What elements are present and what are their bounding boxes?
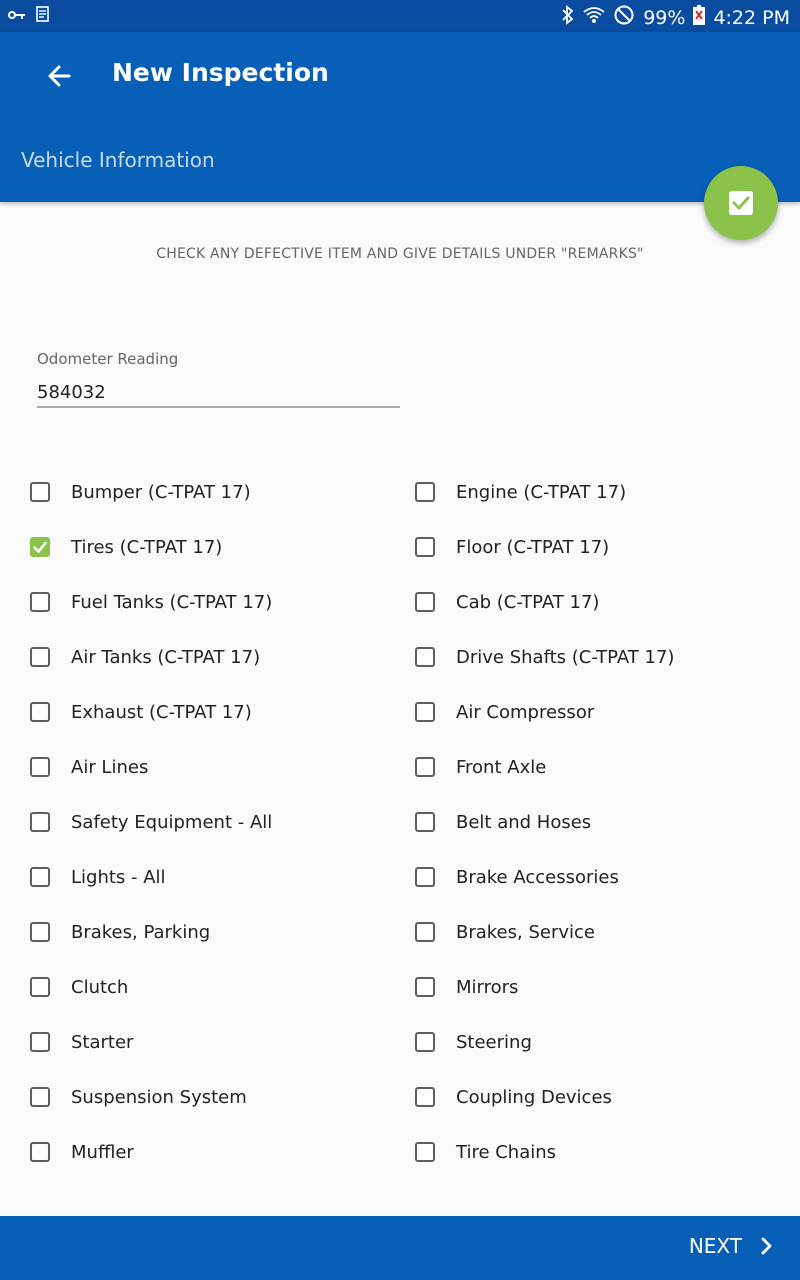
checklist-item[interactable] [30, 917, 210, 947]
page-title: New Inspection [112, 58, 329, 87]
checklist-item[interactable] [415, 917, 595, 947]
checklist-item-label: Mirrors [456, 976, 519, 998]
confirm-fab-button[interactable] [704, 166, 778, 240]
status-right [561, 4, 790, 31]
checklist-item-label: Drive Shafts (C-TPAT 17) [456, 646, 675, 668]
battery-percent: 99% [643, 6, 686, 29]
checkbox[interactable] [30, 922, 50, 942]
checkbox[interactable] [415, 812, 435, 832]
next-button[interactable] [689, 1234, 774, 1258]
checklist-item-label: Tire Chains [456, 1141, 557, 1163]
checklist-item-label: Air Compressor [456, 701, 595, 723]
checkbox[interactable] [415, 867, 435, 887]
checklist-item[interactable] [415, 1082, 612, 1112]
checkbox[interactable] [30, 757, 50, 777]
checkbox[interactable] [30, 702, 50, 722]
checklist-item-label: Floor (C-TPAT 17) [456, 536, 610, 558]
instruction-text: CHECK ANY DEFECTIVE ITEM AND GIVE DETAILS UNDER "REMARKS" [156, 246, 644, 262]
checkbox[interactable] [30, 592, 50, 612]
checklist-item[interactable] [30, 697, 252, 727]
chevron-right-icon [760, 1236, 774, 1256]
checklist-item[interactable] [415, 587, 599, 617]
checklist-item[interactable] [30, 587, 272, 617]
checkbox[interactable] [415, 757, 435, 777]
checklist-item[interactable] [30, 1137, 134, 1167]
checklist-item-label: Air Tanks (C-TPAT 17) [71, 646, 261, 668]
checklist-item-label: Exhaust (C-TPAT 17) [71, 701, 252, 723]
checkbox[interactable] [415, 922, 435, 942]
checklist-item[interactable] [30, 752, 148, 782]
document-notification-icon [36, 6, 50, 26]
arrow-back-icon [42, 58, 78, 94]
checklist-item[interactable] [415, 642, 674, 672]
checklist-item-label: Cab (C-TPAT 17) [456, 591, 600, 613]
checkbox[interactable] [415, 482, 435, 502]
checklist-item[interactable] [30, 972, 128, 1002]
checklist-item[interactable] [30, 477, 251, 507]
checkbox[interactable] [30, 1087, 50, 1107]
checklist-item-label: Suspension System [71, 1086, 247, 1108]
bottom-bar [0, 1216, 800, 1280]
odometer-label: Odometer Reading [37, 350, 179, 368]
check-box-icon [728, 190, 754, 216]
checkbox[interactable] [415, 977, 435, 997]
checkbox[interactable] [415, 647, 435, 667]
checklist-item-label: Fuel Tanks (C-TPAT 17) [71, 591, 273, 613]
checklist-item[interactable] [415, 1137, 556, 1167]
checkbox[interactable] [415, 702, 435, 722]
checklist-item[interactable] [415, 752, 546, 782]
odometer-input[interactable] [37, 378, 400, 408]
wifi-icon [583, 6, 605, 29]
checklist-item[interactable] [415, 972, 518, 1002]
checklist-item[interactable] [415, 1027, 532, 1057]
checklist-item[interactable] [415, 532, 609, 562]
checklist-item[interactable] [415, 477, 626, 507]
checklist-item-label: Brakes, Parking [71, 921, 211, 943]
checkbox[interactable] [30, 867, 50, 887]
checklist-item-label: Safety Equipment - All [71, 811, 273, 833]
checkbox[interactable] [30, 482, 50, 502]
checklist-item-label: Brake Accessories [456, 866, 619, 888]
checklist-item[interactable] [30, 532, 222, 562]
status-bar [0, 0, 800, 32]
checklist-item[interactable] [30, 1082, 247, 1112]
checkbox[interactable] [30, 812, 50, 832]
checkbox[interactable] [415, 1032, 435, 1052]
checklist-item[interactable] [30, 862, 166, 892]
section-subtitle: Vehicle Information [21, 148, 215, 172]
do-not-disturb-icon [613, 4, 635, 31]
checklist-item-label: Steering [456, 1031, 532, 1053]
checklist-item[interactable] [30, 807, 272, 837]
checkbox[interactable] [415, 1142, 435, 1162]
checklist-item[interactable] [415, 807, 591, 837]
checkbox[interactable] [415, 537, 435, 557]
battery-icon [693, 5, 705, 30]
checkbox-checked[interactable] [30, 537, 50, 557]
checklist-item-label: Tires (C-TPAT 17) [71, 536, 223, 558]
checklist-item-label: Belt and Hoses [456, 811, 592, 833]
checklist-item-label: Starter [71, 1031, 134, 1053]
checklist-item-label: Engine (C-TPAT 17) [456, 481, 627, 503]
checkbox[interactable] [30, 977, 50, 997]
checklist-item-label: Brakes, Service [456, 921, 595, 943]
status-left-icons [8, 6, 50, 26]
checklist-item[interactable] [30, 1027, 133, 1057]
checklist-item[interactable] [415, 862, 619, 892]
checklist-item-label: Clutch [71, 976, 129, 998]
back-button[interactable] [42, 58, 78, 94]
check-icon [31, 538, 49, 556]
vpn-key-icon [8, 7, 26, 26]
checkbox[interactable] [415, 592, 435, 612]
app-bar [0, 32, 800, 202]
checklist-item[interactable] [30, 642, 260, 672]
next-label: NEXT [688, 1234, 742, 1258]
checklist-item-label: Air Lines [71, 756, 149, 778]
checklist-item-label: Muffler [71, 1141, 134, 1163]
clock: 4:22 PM [713, 6, 790, 29]
checklist-item-label: Bumper (C-TPAT 17) [71, 481, 251, 503]
checklist-item[interactable] [415, 697, 594, 727]
bluetooth-icon [561, 5, 575, 30]
checkbox[interactable] [30, 1142, 50, 1162]
checkbox[interactable] [415, 1087, 435, 1107]
checkbox[interactable] [30, 1032, 50, 1052]
checkbox[interactable] [30, 647, 50, 667]
checklist-item-label: Front Axle [456, 756, 547, 778]
checklist-item-label: Lights - All [71, 866, 166, 888]
checklist-item-label: Coupling Devices [456, 1086, 612, 1108]
